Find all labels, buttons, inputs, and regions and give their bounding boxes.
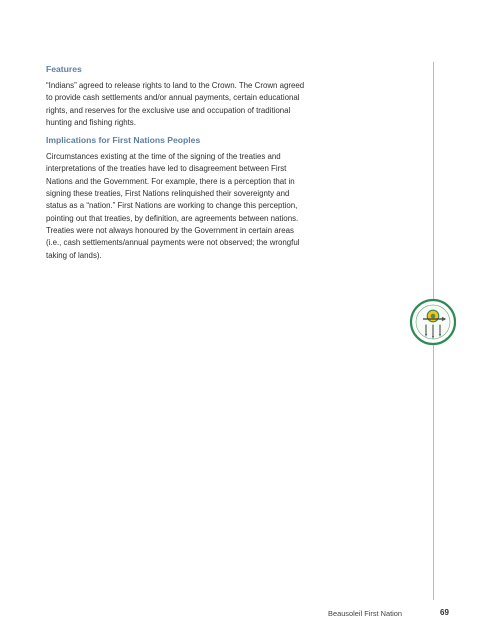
main-content: [46, 64, 308, 268]
section-body-features: “Indians” agreed to release rights to land to the Crown. The Crown agreed to provide cash settlements and/or annual payments, certain educational rights, and reserves for the exclusive use and occupation of traditional hunting and fishing rights.: [46, 81, 305, 127]
page-number: 69: [440, 608, 449, 617]
section-body-implications: Circumstances existing at the time of the signing of the treaties and interpretations of the treaties have led to disagreement between First Nations and the Government. For example, there is a perception that in signing these treaties, First Nations relinquished their sovereignty and status as a “nation.” First Nations are working to change this perception, pointing out that treaties, by definition, are agreements between nations. Treaties were not always honoured by the Government in certain areas (i.e., cash settlements/annual payments were not observed; the wrongful taking of lands).: [46, 152, 300, 260]
sun-center: [431, 314, 436, 319]
footer-title: Beausoleil First Nation: [328, 609, 402, 618]
section-heading-implications: Implications for First Nations Peoples: [46, 135, 201, 146]
seal-graphic: [409, 298, 457, 346]
beausoleil-first-nation-seal-icon: [409, 298, 457, 346]
section-heading-features: Features: [46, 64, 82, 74]
